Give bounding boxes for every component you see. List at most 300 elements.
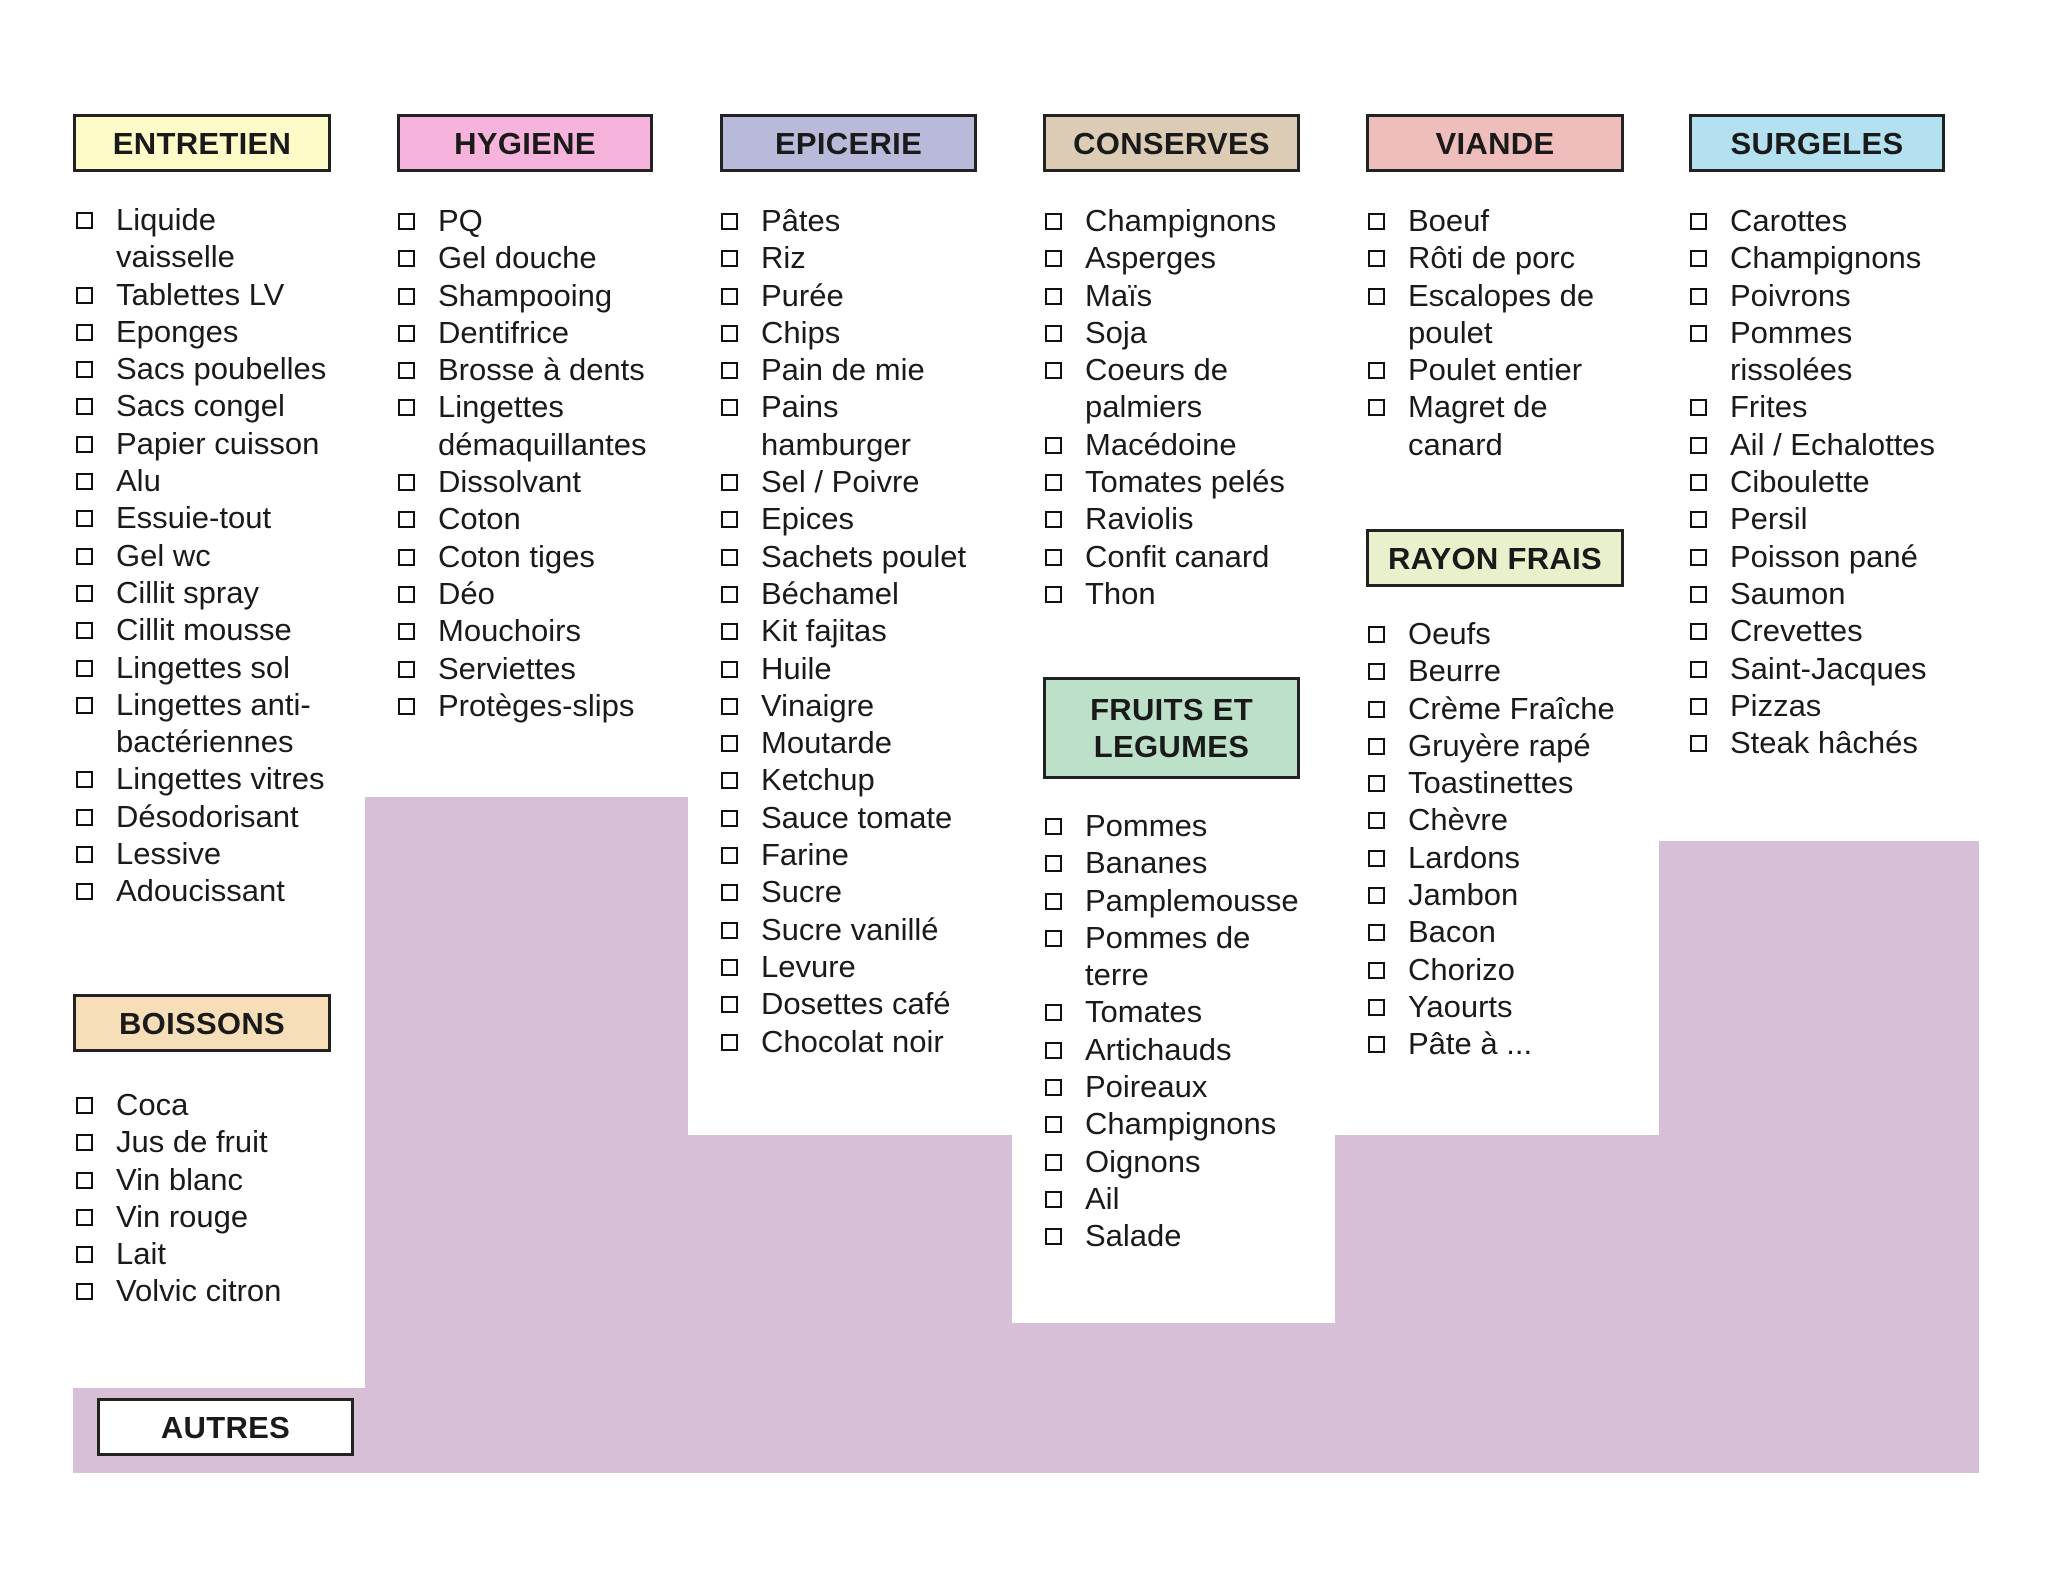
checklist-item[interactable] bbox=[1690, 687, 1990, 724]
checkbox[interactable] bbox=[1690, 623, 1707, 640]
checklist-item[interactable] bbox=[1690, 426, 1990, 463]
item-label: Lingettes anti- bbox=[116, 686, 311, 722]
checklist-item[interactable] bbox=[721, 575, 1021, 612]
checklist-item[interactable] bbox=[76, 611, 366, 648]
checkbox[interactable] bbox=[1368, 962, 1385, 979]
checklist-item[interactable] bbox=[1368, 913, 1658, 950]
checkbox[interactable] bbox=[721, 586, 738, 603]
checklist-item[interactable] bbox=[721, 873, 1021, 910]
checkbox[interactable] bbox=[398, 362, 415, 379]
checkbox[interactable] bbox=[1690, 549, 1707, 566]
checklist-item[interactable] bbox=[76, 1123, 366, 1160]
item-label: Raviolis bbox=[1085, 501, 1194, 537]
checkbox[interactable] bbox=[1368, 399, 1385, 416]
section-title: EPICERIE bbox=[774, 125, 923, 161]
item-label: Vinaigre bbox=[761, 687, 875, 723]
checkbox[interactable] bbox=[1368, 738, 1385, 755]
item-label: Champignons bbox=[1085, 203, 1277, 238]
item-label: Essuie-tout bbox=[116, 500, 272, 536]
checklist-item[interactable] bbox=[721, 911, 1021, 948]
item-label: Moutarde bbox=[761, 725, 892, 761]
checklist-item[interactable] bbox=[721, 463, 1021, 500]
section-header-fruits-legumes bbox=[1043, 677, 1300, 779]
checkbox[interactable] bbox=[76, 660, 93, 677]
checkbox[interactable] bbox=[1368, 775, 1385, 792]
checkbox[interactable] bbox=[721, 213, 738, 230]
checklist-item[interactable] bbox=[1045, 500, 1345, 537]
checklist-item[interactable] bbox=[1690, 500, 1990, 537]
checkbox[interactable] bbox=[1045, 586, 1062, 603]
section-header-conserves bbox=[1043, 114, 1300, 172]
checklist-item[interactable] bbox=[1045, 575, 1345, 612]
checkbox[interactable] bbox=[76, 473, 93, 490]
item-label: Pommes de bbox=[1085, 919, 1251, 955]
checklist-item[interactable] bbox=[398, 388, 688, 463]
checkbox[interactable] bbox=[1368, 999, 1385, 1016]
checkbox[interactable] bbox=[398, 623, 415, 640]
item-label: hamburger bbox=[761, 426, 911, 462]
checkbox[interactable] bbox=[1045, 288, 1062, 305]
item-label: Vin blanc bbox=[116, 1161, 243, 1197]
checkbox[interactable] bbox=[1045, 818, 1062, 835]
checkbox[interactable] bbox=[1045, 1191, 1062, 1208]
checklist-item[interactable] bbox=[76, 798, 366, 835]
checklist-item[interactable] bbox=[1368, 951, 1658, 988]
checkbox[interactable] bbox=[721, 1034, 738, 1051]
checklist-item[interactable] bbox=[76, 760, 366, 797]
checkbox[interactable] bbox=[1045, 855, 1062, 872]
checkbox[interactable] bbox=[721, 250, 738, 267]
checkbox[interactable] bbox=[398, 511, 415, 528]
checkbox[interactable] bbox=[1368, 213, 1385, 230]
checklist-item[interactable] bbox=[1690, 202, 1990, 239]
checkbox[interactable] bbox=[76, 1172, 93, 1189]
checkbox[interactable] bbox=[721, 847, 738, 864]
checkbox[interactable] bbox=[721, 772, 738, 789]
item-list-entretien bbox=[76, 201, 366, 910]
item-label: Riz bbox=[761, 240, 806, 276]
item-label: Sachets poulet bbox=[761, 538, 967, 574]
checklist-item[interactable] bbox=[721, 388, 1021, 463]
checklist-item[interactable] bbox=[1368, 239, 1658, 276]
item-label: Lingettes vitres bbox=[116, 761, 325, 797]
item-label: Mouchoirs bbox=[438, 613, 581, 649]
checklist-item[interactable] bbox=[1045, 1180, 1345, 1217]
checklist-item[interactable] bbox=[721, 836, 1021, 873]
checklist-item[interactable] bbox=[1045, 314, 1345, 351]
checkbox[interactable] bbox=[1368, 663, 1385, 680]
checkbox[interactable] bbox=[1690, 399, 1707, 416]
section-header-rayon-frais bbox=[1366, 529, 1624, 587]
checklist-item[interactable] bbox=[1368, 764, 1658, 801]
item-label: Papier cuisson bbox=[116, 425, 320, 461]
checklist-item[interactable] bbox=[76, 276, 366, 313]
checklist-item[interactable] bbox=[76, 499, 366, 536]
checkbox[interactable] bbox=[1690, 325, 1707, 342]
section-title-line-2: LEGUMES bbox=[1093, 729, 1250, 764]
checklist-item[interactable] bbox=[1368, 988, 1658, 1025]
checkbox[interactable] bbox=[76, 809, 93, 826]
item-label: Pamplemousse bbox=[1085, 882, 1299, 918]
checklist-item[interactable] bbox=[1690, 388, 1990, 425]
checklist-item[interactable] bbox=[398, 277, 688, 314]
checklist-item[interactable] bbox=[1045, 1217, 1345, 1254]
item-label: Magret de bbox=[1408, 389, 1548, 425]
item-label: Persil bbox=[1730, 501, 1808, 537]
item-label: Pain de mie bbox=[761, 352, 925, 388]
checklist-item[interactable] bbox=[1045, 993, 1345, 1030]
item-label: Bananes bbox=[1085, 845, 1208, 881]
checklist-item[interactable] bbox=[1045, 202, 1345, 239]
checkbox[interactable] bbox=[721, 549, 738, 566]
checklist-item[interactable] bbox=[1368, 615, 1658, 652]
checklist-item[interactable] bbox=[398, 612, 688, 649]
item-label: Champignons bbox=[1085, 1106, 1277, 1142]
checkbox[interactable] bbox=[1368, 288, 1385, 305]
item-label: Jus de fruit bbox=[116, 1124, 268, 1160]
checkbox[interactable] bbox=[1690, 288, 1707, 305]
item-label: Pâtes bbox=[761, 203, 841, 238]
checklist-item[interactable] bbox=[398, 687, 688, 724]
checkbox[interactable] bbox=[76, 585, 93, 602]
checkbox[interactable] bbox=[1368, 362, 1385, 379]
section-header-viande bbox=[1366, 114, 1624, 172]
checkbox[interactable] bbox=[1368, 250, 1385, 267]
item-label: Pizzas bbox=[1730, 687, 1822, 723]
item-label: Pommes bbox=[1085, 808, 1208, 843]
checkbox[interactable] bbox=[1045, 213, 1062, 230]
checklist-item[interactable] bbox=[76, 1198, 366, 1235]
checklist-item[interactable] bbox=[76, 872, 366, 909]
item-label: Gel douche bbox=[438, 240, 597, 276]
checkbox[interactable] bbox=[1690, 437, 1707, 454]
checklist-item[interactable] bbox=[1690, 612, 1990, 649]
checkbox[interactable] bbox=[1690, 586, 1707, 603]
checklist-item[interactable] bbox=[721, 351, 1021, 388]
checkbox[interactable] bbox=[721, 698, 738, 715]
checkbox[interactable] bbox=[1045, 1116, 1062, 1133]
item-label: Confit canard bbox=[1085, 538, 1270, 574]
checklist-item[interactable] bbox=[1045, 1105, 1345, 1142]
checkbox[interactable] bbox=[1690, 250, 1707, 267]
checkbox[interactable] bbox=[76, 883, 93, 900]
checklist-item[interactable] bbox=[76, 537, 366, 574]
checkbox[interactable] bbox=[76, 697, 93, 714]
checkbox[interactable] bbox=[398, 325, 415, 342]
item-label: Lingettes sol bbox=[116, 649, 291, 685]
checkbox[interactable] bbox=[721, 959, 738, 976]
checkbox[interactable] bbox=[398, 586, 415, 603]
checklist-item[interactable] bbox=[1045, 426, 1345, 463]
item-label: Lingettes bbox=[438, 389, 564, 425]
item-label: terre bbox=[1085, 957, 1149, 993]
item-label: Ail / Echalottes bbox=[1730, 426, 1936, 462]
checklist-item[interactable] bbox=[76, 350, 366, 387]
item-label: vaisselle bbox=[116, 239, 235, 275]
section-title: VIANDE bbox=[1435, 125, 1555, 161]
checkbox[interactable] bbox=[76, 622, 93, 639]
checkbox[interactable] bbox=[721, 325, 738, 342]
item-label: Carottes bbox=[1730, 203, 1848, 238]
item-label: Ketchup bbox=[761, 762, 875, 798]
checklist-item[interactable] bbox=[721, 761, 1021, 798]
checklist-item[interactable] bbox=[76, 313, 366, 350]
checkbox[interactable] bbox=[1690, 698, 1707, 715]
item-label: Sel / Poivre bbox=[761, 464, 920, 500]
checklist-item[interactable] bbox=[1045, 844, 1345, 881]
checklist-item[interactable] bbox=[721, 1023, 1021, 1060]
checklist-item[interactable] bbox=[1690, 277, 1990, 314]
checklist-item[interactable] bbox=[721, 985, 1021, 1022]
checklist-item[interactable] bbox=[76, 425, 366, 462]
checkbox[interactable] bbox=[1045, 437, 1062, 454]
item-label: Coton bbox=[438, 501, 521, 537]
checklist-item[interactable] bbox=[1368, 801, 1658, 838]
checkbox[interactable] bbox=[76, 361, 93, 378]
checklist-item[interactable] bbox=[76, 1272, 366, 1309]
checkbox[interactable] bbox=[76, 1134, 93, 1151]
checklist-item[interactable] bbox=[1045, 919, 1345, 994]
checkbox[interactable] bbox=[1045, 250, 1062, 267]
checkbox[interactable] bbox=[1368, 1036, 1385, 1053]
checklist-item[interactable] bbox=[1368, 277, 1658, 352]
checklist-item[interactable] bbox=[1368, 388, 1658, 463]
checkbox[interactable] bbox=[76, 1097, 93, 1114]
checklist-item[interactable] bbox=[721, 799, 1021, 836]
checkbox[interactable] bbox=[76, 1283, 93, 1300]
checkbox[interactable] bbox=[721, 511, 738, 528]
checklist-item[interactable] bbox=[398, 239, 688, 276]
checklist-item[interactable] bbox=[1045, 807, 1345, 844]
checklist-item[interactable] bbox=[1045, 882, 1345, 919]
checklist-item[interactable] bbox=[398, 351, 688, 388]
checklist-item[interactable] bbox=[398, 314, 688, 351]
checklist-item[interactable] bbox=[398, 463, 688, 500]
checklist-item[interactable] bbox=[721, 612, 1021, 649]
checkbox[interactable] bbox=[1368, 850, 1385, 867]
item-label: Chips bbox=[761, 314, 841, 350]
checkbox[interactable] bbox=[398, 250, 415, 267]
checkbox[interactable] bbox=[76, 324, 93, 341]
checkbox[interactable] bbox=[721, 474, 738, 491]
checklist-item[interactable] bbox=[1368, 351, 1658, 388]
item-label: Dissolvant bbox=[438, 464, 581, 500]
checklist-item[interactable] bbox=[1368, 1025, 1658, 1062]
checkbox[interactable] bbox=[398, 549, 415, 566]
checkbox[interactable] bbox=[398, 474, 415, 491]
checkbox[interactable] bbox=[398, 661, 415, 678]
checklist-item[interactable] bbox=[721, 687, 1021, 724]
checklist-item[interactable] bbox=[1368, 652, 1658, 689]
item-label: Sacs congel bbox=[116, 388, 285, 424]
checkbox[interactable] bbox=[1045, 930, 1062, 947]
checkbox[interactable] bbox=[1690, 661, 1707, 678]
checkbox[interactable] bbox=[1045, 474, 1062, 491]
checklist-item[interactable] bbox=[1368, 727, 1658, 764]
checkbox[interactable] bbox=[721, 661, 738, 678]
item-label: Yaourts bbox=[1408, 988, 1513, 1024]
section-header-surgeles bbox=[1689, 114, 1945, 172]
item-label: Macédoine bbox=[1085, 426, 1237, 462]
section-title-line-1: FRUITS ET bbox=[1090, 692, 1253, 727]
item-label: Crème Fraîche bbox=[1408, 690, 1615, 726]
checkbox[interactable] bbox=[1690, 735, 1707, 752]
checklist-item[interactable] bbox=[1045, 239, 1345, 276]
checkbox[interactable] bbox=[1368, 924, 1385, 941]
checklist-item[interactable] bbox=[1690, 314, 1990, 389]
checkbox[interactable] bbox=[721, 362, 738, 379]
checklist-item[interactable] bbox=[721, 277, 1021, 314]
checkbox[interactable] bbox=[721, 288, 738, 305]
item-label: Shampooing bbox=[438, 277, 613, 313]
item-label: Levure bbox=[761, 948, 856, 984]
item-list-surgeles bbox=[1690, 202, 1990, 761]
checkbox[interactable] bbox=[1045, 1228, 1062, 1245]
checkbox[interactable] bbox=[1368, 812, 1385, 829]
section-header-boissons bbox=[73, 994, 331, 1052]
section-title: ENTRETIEN bbox=[112, 125, 292, 161]
checklist-item[interactable] bbox=[1368, 839, 1658, 876]
checkbox[interactable] bbox=[76, 846, 93, 863]
item-label: Bacon bbox=[1408, 914, 1496, 950]
checklist-item[interactable] bbox=[76, 1235, 366, 1272]
checkbox[interactable] bbox=[1690, 213, 1707, 230]
checklist-item[interactable] bbox=[1045, 538, 1345, 575]
checklist-item[interactable] bbox=[398, 500, 688, 537]
checklist-item[interactable] bbox=[76, 1161, 366, 1198]
checklist-item[interactable] bbox=[76, 835, 366, 872]
checklist-item[interactable] bbox=[721, 650, 1021, 687]
item-label: Beurre bbox=[1408, 653, 1502, 689]
checklist-item[interactable] bbox=[721, 724, 1021, 761]
checkbox[interactable] bbox=[1045, 325, 1062, 342]
checklist-item[interactable] bbox=[1368, 876, 1658, 913]
checkbox[interactable] bbox=[721, 735, 738, 752]
item-label: Volvic citron bbox=[116, 1273, 282, 1309]
item-label: Toastinettes bbox=[1408, 765, 1574, 801]
item-label: Coton tiges bbox=[438, 538, 595, 574]
checkbox[interactable] bbox=[721, 399, 738, 416]
checklist-item[interactable] bbox=[1690, 724, 1990, 761]
item-label: Chorizo bbox=[1408, 951, 1515, 987]
checklist-item[interactable] bbox=[1045, 1031, 1345, 1068]
checkbox[interactable] bbox=[76, 436, 93, 453]
checklist-item[interactable] bbox=[398, 650, 688, 687]
section-title: CONSERVES bbox=[1073, 125, 1270, 161]
checklist-item[interactable] bbox=[76, 387, 366, 424]
checkbox[interactable] bbox=[1045, 1154, 1062, 1171]
item-label: Jambon bbox=[1408, 877, 1519, 913]
checklist-item[interactable] bbox=[721, 948, 1021, 985]
item-label: Artichauds bbox=[1085, 1031, 1232, 1067]
checklist-item[interactable] bbox=[721, 314, 1021, 351]
section-title: SURGELES bbox=[1730, 125, 1904, 161]
checkbox[interactable] bbox=[76, 510, 93, 527]
checklist-item[interactable] bbox=[398, 575, 688, 612]
checkbox[interactable] bbox=[398, 698, 415, 715]
checklist-item[interactable] bbox=[721, 239, 1021, 276]
checklist-item[interactable] bbox=[76, 686, 366, 761]
checkbox[interactable] bbox=[1368, 887, 1385, 904]
checklist-item[interactable] bbox=[76, 649, 366, 686]
checkbox[interactable] bbox=[398, 399, 415, 416]
item-list-epicerie bbox=[721, 202, 1021, 1060]
checkbox[interactable] bbox=[1045, 549, 1062, 566]
checkbox[interactable] bbox=[398, 288, 415, 305]
section-header-autres bbox=[97, 1398, 354, 1456]
checklist-item[interactable] bbox=[1368, 690, 1658, 727]
item-label: rissolées bbox=[1730, 352, 1853, 388]
checkbox[interactable] bbox=[1045, 1042, 1062, 1059]
checkbox[interactable] bbox=[1690, 511, 1707, 528]
checkbox[interactable] bbox=[1690, 474, 1707, 491]
checkbox[interactable] bbox=[1368, 701, 1385, 718]
checkbox[interactable] bbox=[1045, 362, 1062, 379]
item-label: Tablettes LV bbox=[116, 276, 285, 312]
checklist-item[interactable] bbox=[1690, 463, 1990, 500]
item-label: Sauce tomate bbox=[761, 799, 953, 835]
item-label: Désodorisant bbox=[116, 798, 299, 834]
item-label: Poisson pané bbox=[1730, 538, 1918, 574]
checklist-item[interactable] bbox=[76, 201, 366, 276]
checklist-item[interactable] bbox=[721, 202, 1021, 239]
item-label: Déo bbox=[438, 575, 495, 611]
checklist-item[interactable] bbox=[398, 538, 688, 575]
checklist-item[interactable] bbox=[1045, 351, 1345, 426]
checkbox[interactable] bbox=[721, 623, 738, 640]
checkbox[interactable] bbox=[1045, 1004, 1062, 1021]
checkbox[interactable] bbox=[398, 213, 415, 230]
checkbox[interactable] bbox=[76, 398, 93, 415]
checkbox[interactable] bbox=[76, 212, 93, 229]
item-label: Coca bbox=[116, 1087, 189, 1122]
checkbox[interactable] bbox=[721, 810, 738, 827]
checkbox[interactable] bbox=[1045, 893, 1062, 910]
checkbox[interactable] bbox=[76, 771, 93, 788]
checkbox[interactable] bbox=[721, 884, 738, 901]
item-label: Saumon bbox=[1730, 575, 1846, 611]
checklist-item[interactable] bbox=[398, 202, 688, 239]
checklist-item[interactable] bbox=[1368, 202, 1658, 239]
checkbox[interactable] bbox=[76, 548, 93, 565]
item-label: Steak hâchés bbox=[1730, 725, 1918, 761]
checkbox[interactable] bbox=[1045, 1079, 1062, 1096]
checklist-item[interactable] bbox=[1690, 575, 1990, 612]
checkbox[interactable] bbox=[1045, 511, 1062, 528]
checkbox[interactable] bbox=[76, 287, 93, 304]
checklist-item[interactable] bbox=[721, 538, 1021, 575]
checklist-item[interactable] bbox=[1045, 277, 1345, 314]
checklist-item[interactable] bbox=[721, 500, 1021, 537]
checklist-item[interactable] bbox=[76, 462, 366, 499]
checklist-item[interactable] bbox=[1045, 1143, 1345, 1180]
checkbox[interactable] bbox=[1368, 626, 1385, 643]
checklist-item[interactable] bbox=[1690, 650, 1990, 687]
checkbox[interactable] bbox=[76, 1209, 93, 1226]
checklist-item[interactable] bbox=[76, 574, 366, 611]
checklist-item[interactable] bbox=[76, 1086, 366, 1123]
checklist-item[interactable] bbox=[1690, 538, 1990, 575]
checklist-item[interactable] bbox=[1045, 463, 1345, 500]
item-label: poulet bbox=[1408, 314, 1493, 350]
checklist-item[interactable] bbox=[1690, 239, 1990, 276]
checkbox[interactable] bbox=[76, 1246, 93, 1263]
checklist-item[interactable] bbox=[1045, 1068, 1345, 1105]
checkbox[interactable] bbox=[721, 922, 738, 939]
item-label: Béchamel bbox=[761, 575, 899, 611]
item-label: Pâte à ... bbox=[1408, 1026, 1533, 1062]
checkbox[interactable] bbox=[721, 996, 738, 1013]
